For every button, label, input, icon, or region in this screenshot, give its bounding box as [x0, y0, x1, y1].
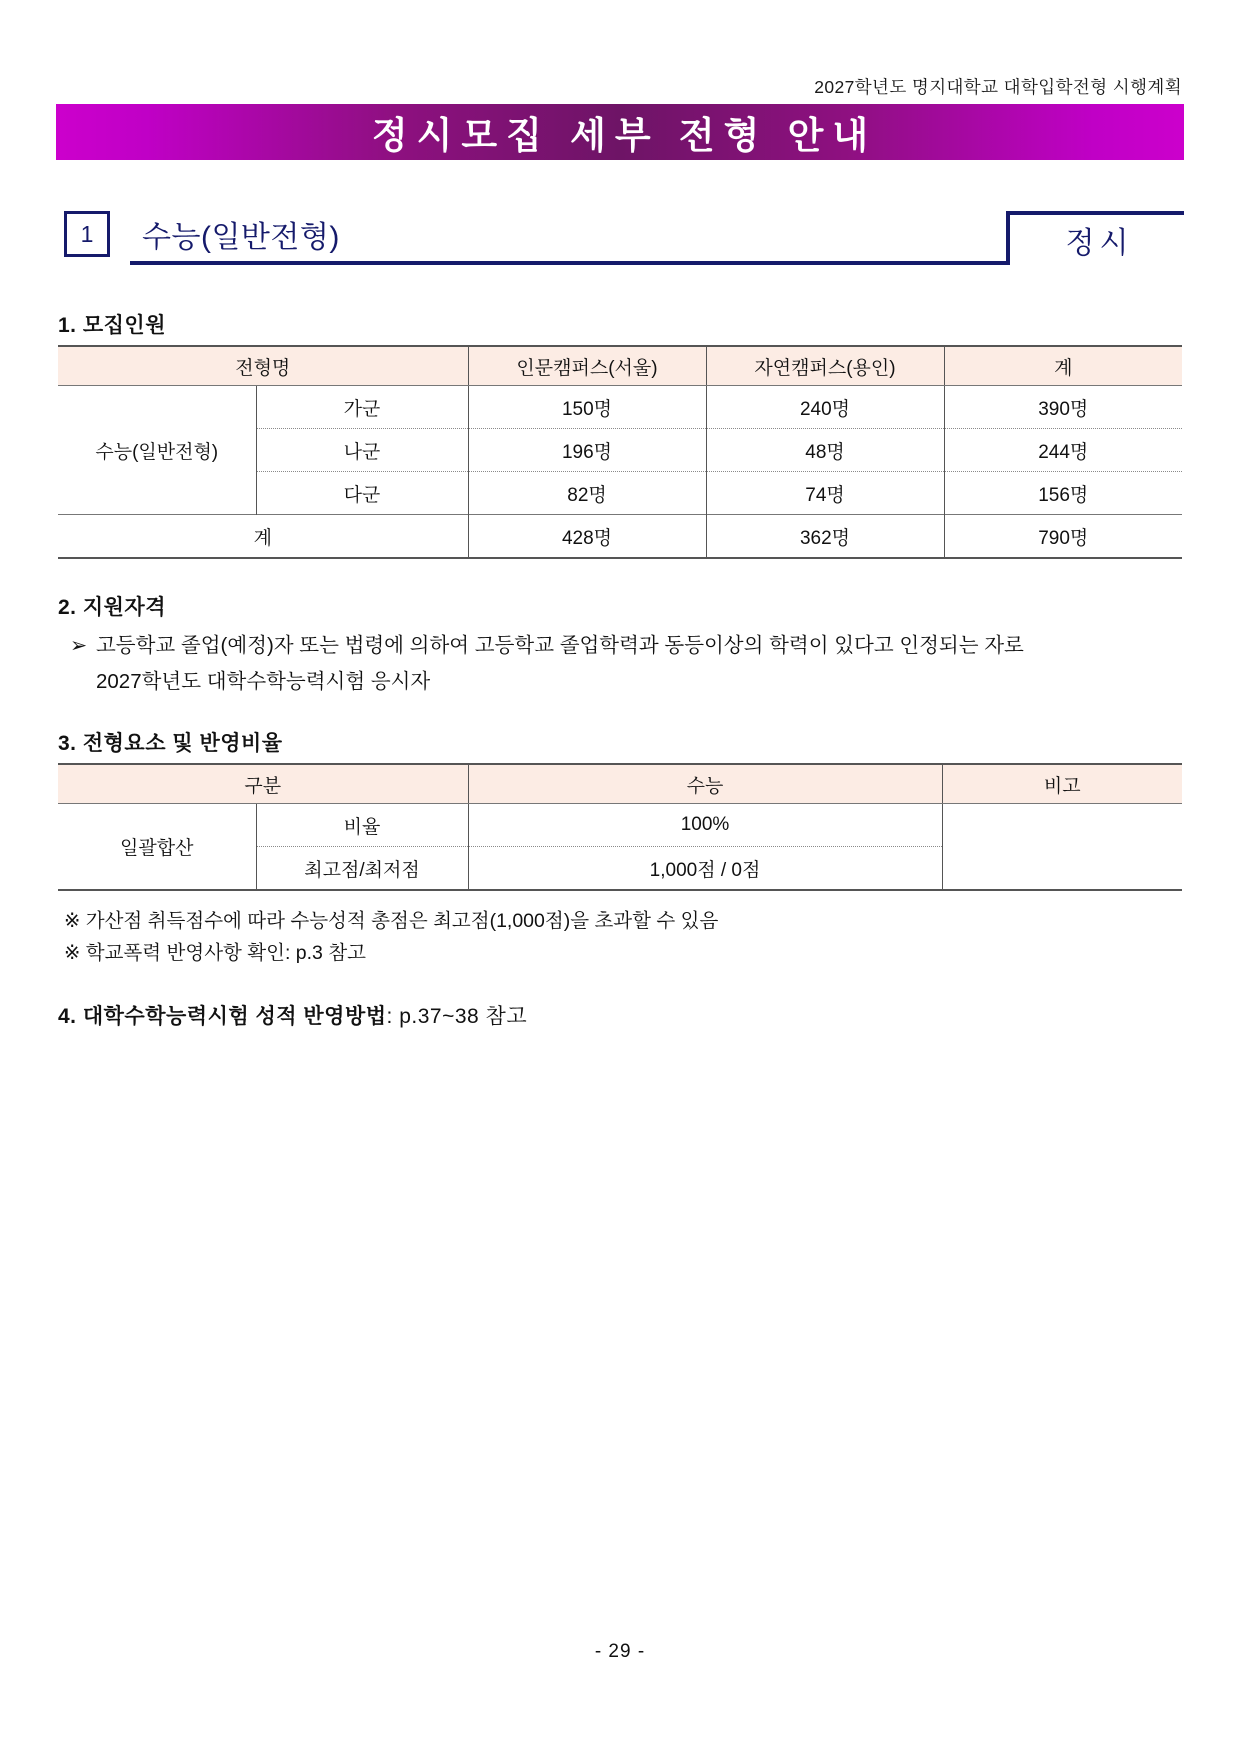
col-header-program-name: 전형명 — [58, 346, 468, 386]
section-title: 수능(일반전형) — [142, 221, 340, 254]
table-row — [58, 804, 1182, 847]
recruitment-total-label: 계 — [58, 515, 468, 559]
recruitment-na-natural: 48명 — [706, 429, 944, 472]
elements-table-bottom-rule — [58, 889, 1182, 890]
recruitment-subgroup-da: 다군 — [256, 472, 468, 515]
col-header-division: 구분 — [58, 764, 468, 804]
table-row — [58, 386, 1182, 429]
recruitment-da-natural: 74명 — [706, 472, 944, 515]
recruitment-table-header-row — [58, 346, 1182, 386]
col-header-humanities-campus: 인문캠퍼스(서울) — [468, 346, 706, 386]
recruitment-da-humanities: 82명 — [468, 472, 706, 515]
eligibility-bullet — [70, 628, 1024, 658]
csat-method-heading-bold: 4. 대학수학능력시험 성적 반영방법 — [58, 1005, 387, 1028]
elements-method-label: 일괄합산 — [120, 838, 194, 859]
recruitment-ga-natural: 240명 — [706, 386, 944, 429]
recruitment-da-total: 156명 — [944, 472, 1182, 515]
elements-table-header-row — [58, 764, 1182, 804]
page-number: - 29 - — [594, 1641, 646, 1662]
admission-type-box — [1006, 211, 1184, 265]
elements-note-2: ※ 학교폭력 반영사항 확인: p.3 참고 — [64, 942, 366, 964]
bullet-arrow-icon: ➢ — [70, 634, 88, 657]
recruitment-total-humanities: 428명 — [468, 515, 706, 559]
recruitment-group-label: 수능(일반전형) — [95, 441, 219, 463]
elements-ratio-value: 100% — [468, 804, 942, 847]
elements-ratio-label: 비율 — [256, 804, 468, 847]
eligibility-text-line1: 고등학교 졸업(예정)자 또는 법령에 의하여 고등학교 졸업학력과 동등이상의 학력이 있다고 인정되는 자로 — [96, 634, 1024, 657]
elements-minmax-label: 최고점/최저점 — [256, 847, 468, 890]
recruitment-ga-humanities: 150명 — [468, 386, 706, 429]
col-header-natural-campus: 자연캠퍼스(용인) — [706, 346, 944, 386]
title-banner — [56, 104, 1184, 160]
recruitment-total-row — [58, 515, 1182, 559]
elements-table — [58, 763, 1182, 891]
admission-type-label: 정시 — [1065, 227, 1134, 260]
recruitment-ga-total: 390명 — [944, 386, 1182, 429]
recruitment-total-natural: 362명 — [706, 515, 944, 559]
recruitment-table — [58, 345, 1182, 559]
recruitment-subgroup-ga: 가군 — [256, 386, 468, 429]
recruitment-heading: 1. 모집인원 — [58, 314, 166, 337]
recruitment-na-total: 244명 — [944, 429, 1182, 472]
csat-method-heading-rest: : p.37~38 참고 — [386, 1005, 528, 1028]
section-number-box: 1 — [64, 211, 110, 257]
bottom-rule — [58, 889, 1182, 890]
col-header-total: 계 — [944, 346, 1182, 386]
banner-title-text: 정시모집 세부 전형 안내 — [371, 115, 878, 156]
recruitment-subgroup-na: 나군 — [256, 429, 468, 472]
recruitment-na-humanities: 196명 — [468, 429, 706, 472]
eligibility-text-line2: 2027학년도 대학수학능력시험 응시자 — [96, 670, 431, 693]
elements-note-1: ※ 가산점 취득점수에 따라 수능성적 총점은 최고점(1,000점)을 초과할 수 있음 — [64, 910, 719, 932]
eligibility-heading: 2. 지원자격 — [58, 596, 166, 619]
recruitment-total-all: 790명 — [944, 515, 1182, 559]
elements-minmax-value: 1,000점 / 0점 — [468, 847, 942, 890]
section-heading-block — [56, 205, 1184, 269]
running-header: 2027학년도 명지대학교 대학입학전형 시행계획 — [814, 77, 1182, 97]
section-underline — [130, 261, 1010, 265]
col-header-remark: 비고 — [942, 764, 1182, 804]
elements-heading: 3. 전형요소 및 반영비율 — [58, 732, 283, 755]
csat-method-heading — [58, 1000, 527, 1030]
col-header-csat: 수능 — [468, 764, 942, 804]
elements-remark-value — [942, 804, 1182, 890]
